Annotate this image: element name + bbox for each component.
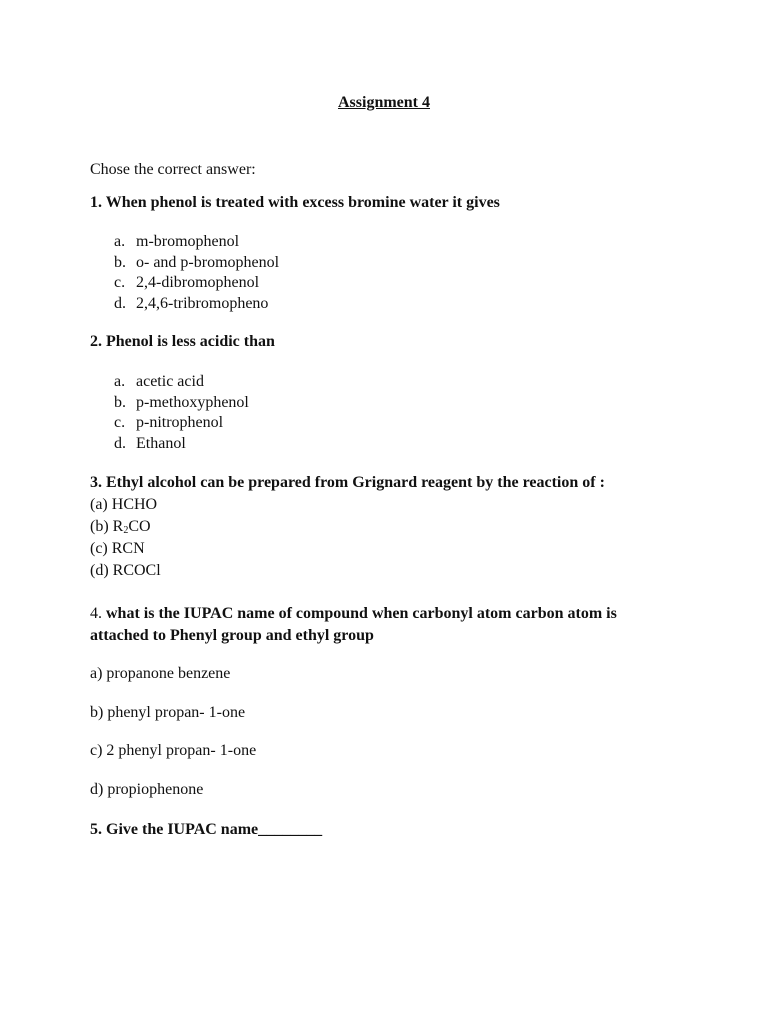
option-item: a. m-bromophenol — [114, 233, 240, 250]
option-item: (c) RCN — [90, 540, 145, 557]
question-3-options — [90, 495, 161, 583]
question-5-text: 5. Give the IUPAC name________ — [90, 821, 323, 838]
option-item: (a) HCHO — [90, 496, 158, 513]
question-4-text: 4. what is the IUPAC name of compound when carbonyl atom carbon atom is attached to Phenyl group and ethyl group — [90, 605, 617, 644]
option-item: d. Ethanol — [114, 435, 186, 453]
question-2-options — [114, 372, 249, 455]
question-4-option-d: d) propiophenone — [90, 781, 204, 798]
option-item: a. acetic acid — [114, 373, 204, 390]
question-4-option-c: c) 2 phenyl propan- 1-one — [90, 742, 257, 759]
option-item: d. 2,4,6-tribromopheno — [114, 295, 269, 313]
instruction-text: Chose the correct answer: — [90, 161, 256, 178]
option-item: b. o- and p-bromophenol — [114, 253, 280, 271]
question-1-options — [114, 232, 279, 315]
question-4-option-a: a) propanone benzene — [90, 665, 231, 682]
question-4-option-b: b) phenyl propan- 1-one — [90, 704, 246, 721]
option-item: (d) RCOCl — [90, 562, 161, 579]
option-item: (b) $R_2CO$ — [90, 518, 151, 536]
question-3-text: 3. Ethyl alcohol can be prepared from Grignard reagent by the reaction of : — [90, 474, 605, 491]
page-title: Assignment 4 — [337, 94, 430, 111]
option-item: c. p-nitrophenol — [114, 414, 224, 432]
option-item: b. p-methoxyphenol — [114, 393, 249, 411]
question-2-text: 2. Phenol is less acidic than — [90, 333, 275, 350]
question-1-text: 1. When phenol is treated with excess bromine water it gives — [90, 194, 500, 211]
option-item: c. 2,4-dibromophenol — [114, 274, 260, 292]
